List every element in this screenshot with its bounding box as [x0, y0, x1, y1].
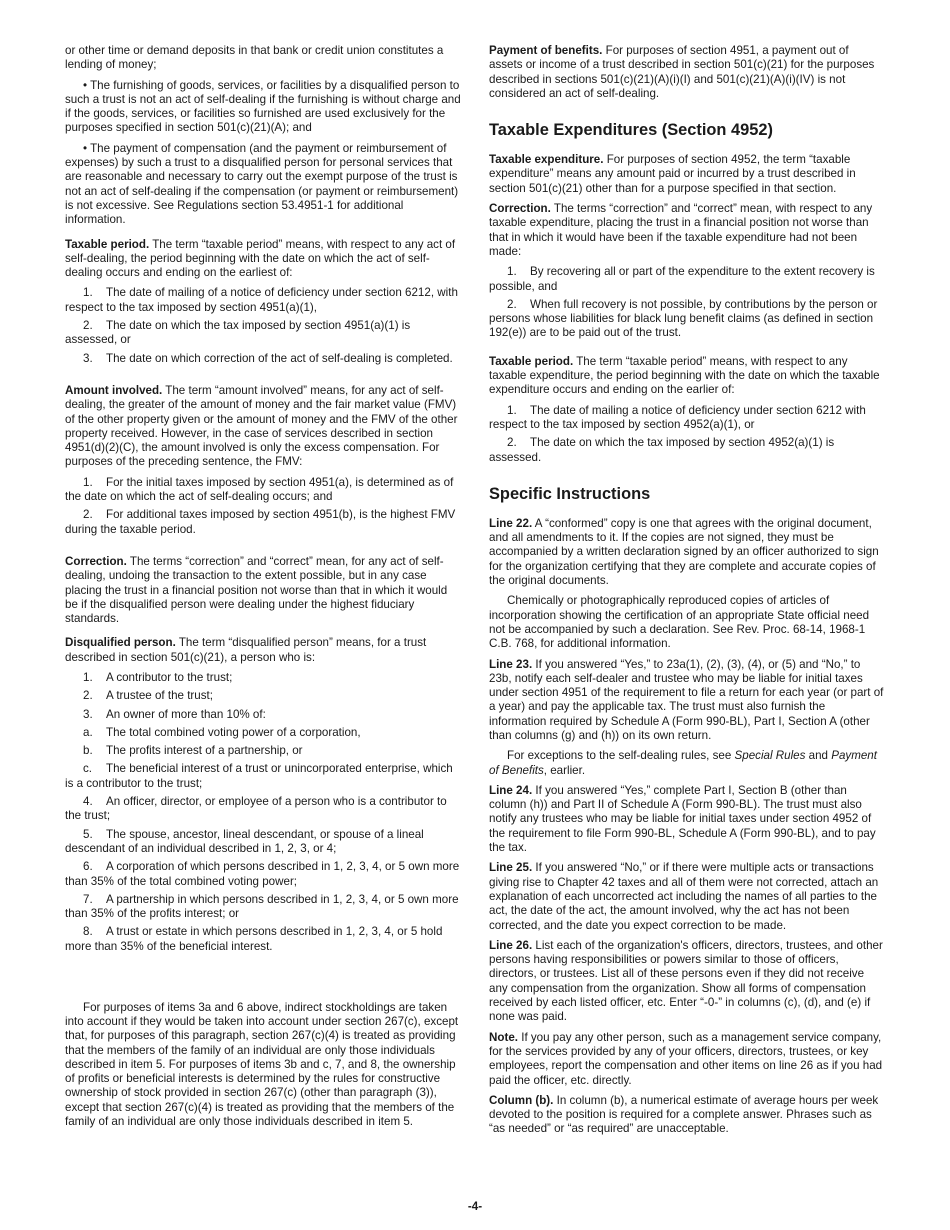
list-item: 3. The date on which correction of the act of self-dealing is completed.	[83, 351, 453, 365]
column-b-instructions: Column (b). In column (b), a numerical estimate of average hours per week devoted to the position is required for a complete answer. Phrases such as “as needed” or “as required” are unacceptable.	[489, 1093, 879, 1136]
list-item: 6. A corporation of which persons described in 1, 2, 3, 4, or 5 own more than 35% of the total combined voting power;	[65, 860, 460, 888]
taxable-period-definition: Taxable period. The term “taxable period” means, with respect to any act of self-dealing, the period beginning with the date on which the act of self-dealing occurs and ending on the earliest of:	[65, 237, 456, 280]
left-column	[65, 44, 461, 1135]
amount-involved-definition: Amount involved. The term “amount involved” means, for any act of self-dealing, the greater of the amount of money and the fair market value (FMV) of the other property given or the amount of money and the FMV of the other property received. However, in the case of services described in section 4951(d)(2)(C), the amount involved is only the excess compensation. For purposes of the preceding sentence, the FMV:	[65, 383, 458, 469]
list-item: 1. By recovering all or part of the expenditure to the extent recovery is possible, and	[489, 265, 875, 293]
list-item: 3. An owner of more than 10% of:	[83, 707, 266, 721]
expenditure-taxable-period-definition: Taxable period. The term “taxable period” means, with respect to any taxable expenditure, the period beginning with the date on which the taxable expenditure occurs and ending on the earlier of:	[489, 354, 880, 397]
constructive-ownership-paragraph: For purposes of items 3a and 6 above, indirect stockholdings are taken into account if they would be taken into account under section 267(c), except that, for purposes of this paragraph, section 267(c)(4) is treated as providing that the members of the family of an individual are only those individuals described in item 5. For purposes of items 3b and c, 7, and 8, the ownership of profits or beneficial interests is determined by the rules for constructive ownership of stock provided in section 267(c) (other than paragraph (3)), except that section 267(c)(4) is treated as providing that the members of the family of an individual are only those individuals described in item 5.	[65, 1000, 459, 1128]
list-item: 4. An officer, director, or employee of a person who is a contributor to the trust;	[65, 795, 447, 823]
intro-paragraph: or other time or demand deposits in that bank or credit union constitutes a lending of money;	[65, 44, 444, 72]
list-item: 1. The date of mailing of a notice of deficiency under section 6212, with respect to the tax imposed by section 4951(a)(1),	[65, 286, 458, 314]
list-item: 2. When full recovery is not possible, by contributions by the person or persons whose liabilities for black lung benefit claims (as defined in section 192(e)) are to be paid out of the trust.	[489, 297, 878, 340]
list-item: 1. A contributor to the trust;	[83, 670, 233, 684]
section-heading-specific-instructions: Specific Instructions	[489, 484, 651, 503]
line-23-instructions: Line 23. If you answered “Yes,” to 23a(1), (2), (3), (4), or (5) and “No,” to 23b, notify each self-dealer and trustee who may be liable for initial taxes under section 4951 of the requirement to file a return for each year (or part of a year) and pay the applicable tax. The trust must also furnish the information required by Schedule A (Form 990-BL), Part I, Section A (other than columns (g) and (h)) on its own return.	[489, 657, 884, 742]
list-item: c. The beneficial interest of a trust or unincorporated enterprise, which is a contributor to the trust;	[65, 762, 453, 790]
right-column	[489, 44, 885, 1143]
list-item: 5. The spouse, ancestor, lineal descendant, or spouse of a lineal descendant of an individual described in 1, 2, 3, or 4;	[65, 827, 424, 855]
bullet-furnishing: • The furnishing of goods, services, or facilities by a disqualified person to such a trust is not an act of self-dealing if the furnishing is without charge and if the goods, services, or facilities so furnished are used exclusively for the purposes specified in section 501(c)(21)(A); and	[65, 78, 461, 135]
list-item: 1. For the initial taxes imposed by section 4951(a), is determined as of the date on which the act of self-dealing occurs; and	[65, 475, 454, 504]
line-24-instructions: Line 24. If you answered “Yes,” complete Part I, Section B (other than column (h)) and Part II of Schedule A (Form 990-BL). The trust must also notify any trustees who may be liable for initial taxes under section 4952 of the requirement to file Form 990-BL, Schedule A (Form 990-BL), and to pay the tax.	[489, 783, 876, 855]
line-26-instructions: Line 26. List each of the organization's officers, directors, trustees, and other persons having responsibilities or powers similar to those of officers, directors, or trustees. List all of these persons even if they did not receive any compensation from the organization. Show all forms of compensation received by each listed officer, etc. Enter “-0-” in columns (c), (d), and (e) if none was paid.	[489, 938, 883, 1024]
bullet-char: •	[83, 78, 88, 92]
line-23-paragraph-2: For exceptions to the self-dealing rules, see Special Rules and Payment of Benefits, earlier.	[489, 749, 877, 777]
list-item: b. The profits interest of a partnership, or	[83, 744, 303, 758]
list-item	[65, 958, 461, 972]
list-item: 2. For additional taxes imposed by section 4951(b), is the highest FMV during the taxable period.	[65, 508, 456, 536]
list-item: a. The total combined voting power of a corporation,	[83, 725, 361, 739]
line-22-paragraph-2: Chemically or photographically reproduced copies of articles of incorporation showing the certification of an appropriate State official need not be accompanied by such a declaration. See Rev. Proc. 68-14, 1968-1 C.B. 768, for additional information.	[489, 594, 870, 651]
list-item: 2. A trustee of the trust;	[83, 689, 213, 703]
section-heading-taxable-expenditures: Taxable Expenditures (Section 4952)	[489, 121, 773, 140]
expenditure-correction-definition: Correction. The terms “correction” and “correct” mean, with respect to any taxable expenditure, placing the trust in a financial position not worse than that in which it would have been if the taxable expenditure had not been made:	[489, 202, 873, 258]
bullet-compensation: • The payment of compensation (and the payment or reimbursement of expenses) by such a trust to a disqualified person for personal services that are reasonable and necessary to carry out the exempt purpose of the trust is not an act of self-dealing if the compensation (or payment or reimbursement) is not excessive. See Regulations section 53.4951-1 for additional information.	[65, 141, 459, 227]
correction-definition: Correction. The terms “correction” and “correct” mean, for any act of self-dealing, undoing the transaction to the extent possible, but in any case placing the trust in a financial position not worse than that in which it would be if the disqualified person were dealing under the highest fiduciary standards.	[65, 554, 448, 626]
note-paragraph: Note. If you pay any other person, such as a management service company, for the services provided by any of your officers, directors, trustees, or key employees, report the compensation and other items on line 26 as if you had paid the officer, etc. directly.	[489, 1030, 883, 1087]
page-number: -4-	[467, 1200, 483, 1213]
list-item: 2. The date on which the tax imposed by section 4951(a)(1) is assessed, or	[65, 319, 411, 347]
line-22-instructions: Line 22. A “conformed” copy is one that agrees with the original document, and all amendments to it. If the copies are not signed, they must be accompanied by a written declaration signed by an officer authorized to sign for the organization certifying that they are complete and accurate copies of the original documents.	[489, 516, 879, 588]
line-25-instructions: Line 25. If you answered “No,” or if there were multiple acts or transactions giving rise to Chapter 42 taxes and all of them were not corrected, attach an explanation of each uncorrected act including the names of all parties to the act, the date of the act, the amount involved, why the act has not been corrected, and the date you expect correction to be made.	[489, 861, 879, 932]
list-item: 8. A trust or estate in which persons described in 1, 2, 3, 4, or 5 hold more than 35% of the beneficial interest.	[65, 925, 443, 953]
list-item	[65, 976, 461, 990]
disqualified-person-definition: Disqualified person. The term “disqualified person” means, for a trust described in section 501(c)(21), a person who is:	[65, 636, 427, 664]
payment-of-benefits-definition: Payment of benefits. For purposes of section 4951, a payment out of assets or income of a trust described in section 501(c)(21) for the purposes described in sections 501(c)(21)(A)(i)(I) and 501(c)(21)(A)(i)(IV) is not considered an act of self-dealing.	[489, 44, 875, 100]
list-item: 7. A partnership in which persons described in 1, 2, 3, 4, or 5 own more than 35% of the profits interest; or	[65, 892, 459, 921]
bullet-char: •	[83, 141, 88, 155]
taxable-expenditure-definition: Taxable expenditure. For purposes of section 4952, the term “taxable expenditure” means any amount paid or incurred by a trust described in section 501(c)(21) other than for a purpose specified in that section.	[489, 153, 856, 195]
list-item: 1. The date of mailing a notice of deficiency under section 6212 with respect to the tax imposed by section 4952(a)(1), or	[489, 403, 866, 431]
list-item: 2. The date on which the tax imposed by section 4952(a)(1) is assessed.	[489, 436, 835, 464]
